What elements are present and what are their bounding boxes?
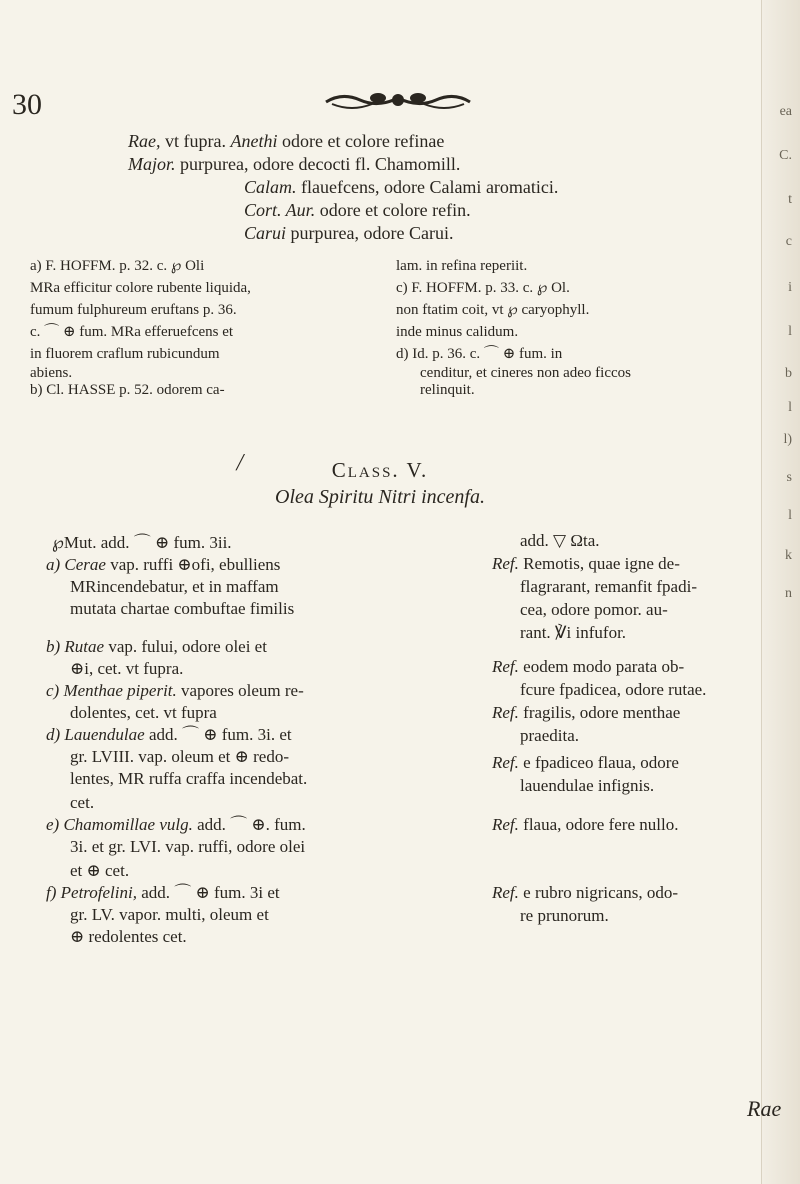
column-line bbox=[492, 553, 680, 575]
top-entry-line bbox=[128, 130, 444, 153]
footnote-line bbox=[420, 364, 631, 382]
entry-text: add. ⌒ ⊕. fum. bbox=[192, 815, 306, 834]
entry-text: praedita. bbox=[520, 726, 579, 745]
entry-label: Ref. bbox=[492, 753, 519, 772]
footnote-text: cenditur, et cineres non adeo ficcos bbox=[420, 365, 631, 381]
entry-label: a) Cerae bbox=[46, 555, 106, 574]
top-entry-line bbox=[244, 199, 471, 222]
column-line bbox=[70, 836, 305, 858]
entry-text: e fpadiceo flaua, odore bbox=[518, 753, 679, 772]
column-line bbox=[520, 905, 609, 927]
margin-glyph: c bbox=[785, 234, 792, 249]
entry-text: vapores oleum re- bbox=[176, 681, 304, 700]
catchword: Rae bbox=[747, 1096, 782, 1121]
margin-glyph: l) bbox=[783, 432, 792, 447]
footnote-line bbox=[396, 279, 570, 297]
entry-text: purpurea, odore Carui. bbox=[286, 223, 454, 243]
margin-glyph: C. bbox=[779, 148, 792, 163]
column-line bbox=[520, 775, 654, 797]
footnote-text: c. ⌒ ⊕ fum. MRa efferuefcens et bbox=[30, 324, 234, 340]
column-line bbox=[492, 752, 679, 774]
footnote-line bbox=[30, 279, 251, 297]
entry-text: gr. LV. vapor. multi, oleum et bbox=[70, 905, 269, 924]
column-line bbox=[520, 679, 706, 701]
entry-text: lauendulae infignis. bbox=[520, 776, 655, 795]
entry-label: Ref. bbox=[492, 657, 519, 676]
column-line bbox=[52, 532, 232, 554]
column-line bbox=[70, 658, 183, 680]
entry-text: vap. fului, odore olei et bbox=[104, 637, 267, 656]
entry-text: ⊕ redolentes cet. bbox=[70, 927, 187, 946]
decorative-dash: ╱ bbox=[236, 456, 245, 471]
entry-text: odore et colore refin. bbox=[315, 200, 471, 220]
entry-text: fcure fpadicea, odore rutae. bbox=[520, 680, 707, 699]
entry-label: b) Rutae bbox=[46, 637, 105, 656]
column-line bbox=[46, 724, 292, 746]
entry-label: c) Menthae piperit. bbox=[46, 681, 177, 700]
entry-text: dolentes, cet. vt fupra bbox=[70, 703, 217, 722]
margin-glyph: b bbox=[785, 366, 792, 381]
footnote-line bbox=[396, 301, 589, 319]
column-line bbox=[492, 702, 680, 724]
entry-label: Ref. bbox=[492, 815, 519, 834]
column-line bbox=[46, 814, 306, 836]
page-number: 30 bbox=[12, 88, 42, 121]
column-line bbox=[520, 599, 668, 621]
footnote-line bbox=[396, 257, 527, 275]
footnote-line bbox=[30, 381, 225, 399]
column-line bbox=[70, 860, 129, 882]
column-line bbox=[70, 792, 94, 814]
footnote-text: d) Id. p. 36. c. ⌒ ⊕ fum. in bbox=[396, 346, 563, 362]
entry-label: Ref. bbox=[492, 883, 519, 902]
column-line bbox=[70, 768, 307, 790]
entry-label: Ref. bbox=[492, 554, 519, 573]
footnote-text: MRa efficitur colore rubente liquida, bbox=[30, 280, 251, 296]
column-line bbox=[520, 622, 626, 644]
entry-text: mutata chartae combuftae fimilis bbox=[70, 599, 295, 618]
section-heading: Class. V. bbox=[331, 458, 429, 482]
entry-label: e) Chamomillae vulg. bbox=[46, 815, 193, 834]
margin-glyph: l bbox=[788, 324, 792, 339]
section-subheading: Olea Spiritu Nitri incenfa. bbox=[275, 486, 485, 508]
column-line bbox=[520, 725, 579, 747]
entry-lead: Rae, bbox=[128, 131, 161, 151]
entry-text: flagrarant, remanfit fpadi- bbox=[520, 577, 697, 596]
footnote-line bbox=[30, 323, 233, 341]
entry-text: add. ▽ Ωta. bbox=[520, 531, 600, 550]
margin-glyph: n bbox=[785, 586, 792, 601]
footnote-text: b) Cl. HASSE p. 52. odorem ca- bbox=[30, 382, 225, 398]
entry-name: Carui bbox=[244, 223, 287, 243]
entry-text: ℘Mut. add. ⌒ ⊕ fum. 3ii. bbox=[52, 533, 232, 552]
footnote-text: abiens. bbox=[30, 365, 73, 381]
entry-name: Calam. bbox=[244, 177, 297, 197]
column-line bbox=[70, 598, 294, 620]
entry-text: et ⊕ cet. bbox=[70, 861, 130, 880]
column-line bbox=[70, 926, 187, 948]
column-line bbox=[70, 576, 279, 598]
column-line bbox=[520, 576, 697, 598]
column-line bbox=[492, 656, 684, 678]
margin-glyph: ea bbox=[779, 104, 792, 119]
footnote-text: non ftatim coit, vt ℘ caryophyll. bbox=[396, 302, 590, 318]
margin-glyph: i bbox=[788, 280, 792, 295]
entry-name: Anethi bbox=[230, 131, 278, 151]
entry-name: Major. bbox=[128, 154, 176, 174]
entry-prefix: vt fupra. bbox=[160, 131, 231, 151]
entry-text: e rubro nigricans, odo- bbox=[518, 883, 678, 902]
entry-text: flaua, odore fere nullo. bbox=[518, 815, 679, 834]
column-line bbox=[492, 882, 678, 904]
entry-label: Ref. bbox=[492, 703, 519, 722]
margin-glyph: s bbox=[786, 470, 792, 485]
margin-glyph: l bbox=[788, 400, 792, 415]
footnote-line bbox=[396, 323, 518, 341]
entry-text: fragilis, odore menthae bbox=[518, 703, 681, 722]
column-line bbox=[46, 680, 304, 702]
entry-text: eodem modo parata ob- bbox=[518, 657, 685, 676]
footnote-text: c) F. HOFFM. p. 33. c. ℘ Ol. bbox=[396, 280, 570, 296]
footnote-text: fumum fulphureum eruftans p. 36. bbox=[30, 302, 237, 318]
column-line bbox=[46, 882, 280, 904]
entry-text: gr. LVIII. vap. oleum et ⊕ redo- bbox=[70, 747, 289, 766]
column-line bbox=[70, 746, 289, 768]
footnote-line bbox=[396, 345, 562, 363]
footnote-text: inde minus calidum. bbox=[396, 324, 519, 340]
entry-text: odore et colore refinae bbox=[277, 131, 445, 151]
entry-text: flauefcens, odore Calami aromatici. bbox=[296, 177, 559, 197]
top-entry-line bbox=[244, 176, 558, 199]
entry-text: vap. ruffi ⊕ofi, ebulliens bbox=[105, 555, 281, 574]
footnote-text: a) F. HOFFM. p. 32. c. ℘ Oli bbox=[30, 258, 205, 274]
top-entry-line bbox=[244, 222, 453, 245]
entry-text: MRincendebatur, et in maffam bbox=[70, 577, 279, 596]
footnote-text: in fluorem craflum rubicundum bbox=[30, 346, 220, 362]
entry-text: add. ⌒ ⊕ fum. 3i et bbox=[136, 883, 280, 902]
column-line bbox=[46, 554, 280, 576]
entry-text: cet. bbox=[70, 793, 95, 812]
column-line bbox=[492, 814, 678, 836]
footnote-line bbox=[420, 381, 475, 399]
entry-text: cea, odore pomor. au- bbox=[520, 600, 668, 619]
footnote-text: relinquit. bbox=[420, 382, 475, 398]
column-line bbox=[70, 702, 217, 724]
entry-name: Cort. Aur. bbox=[244, 200, 316, 220]
entry-text: add. ⌒ ⊕ fum. 3i. et bbox=[144, 725, 292, 744]
entry-label: f) Petrofelini, bbox=[46, 883, 137, 902]
footnote-text: lam. in refina reperiit. bbox=[396, 258, 528, 274]
footnote-line bbox=[30, 301, 237, 319]
entry-label: d) Lauendulae bbox=[46, 725, 145, 744]
column-line bbox=[46, 636, 267, 658]
printers-ornament-icon bbox=[322, 88, 474, 114]
entry-text: purpurea, odore decocti fl. Chamomill. bbox=[175, 154, 461, 174]
footnote-line bbox=[30, 257, 204, 275]
column-line bbox=[70, 904, 269, 926]
entry-text: ⊕i, cet. vt fupra. bbox=[70, 659, 184, 678]
footnote-line bbox=[30, 364, 72, 382]
margin-glyph: l bbox=[788, 508, 792, 523]
margin-glyph: t bbox=[788, 192, 792, 207]
margin-glyph: k bbox=[785, 548, 792, 563]
entry-text: re prunorum. bbox=[520, 906, 609, 925]
footnote-line bbox=[30, 345, 220, 363]
top-entry-line bbox=[128, 153, 460, 176]
entry-text: Remotis, quae igne de- bbox=[518, 554, 680, 573]
entry-text: lentes, MR ruffa craffa incendebat. bbox=[70, 769, 308, 788]
column-line bbox=[520, 530, 600, 552]
adjacent-page-edge bbox=[761, 0, 800, 1184]
entry-text: rant. ℣i infufor. bbox=[520, 623, 627, 642]
entry-text: 3i. et gr. LVI. vap. ruffi, odore olei bbox=[70, 837, 306, 856]
